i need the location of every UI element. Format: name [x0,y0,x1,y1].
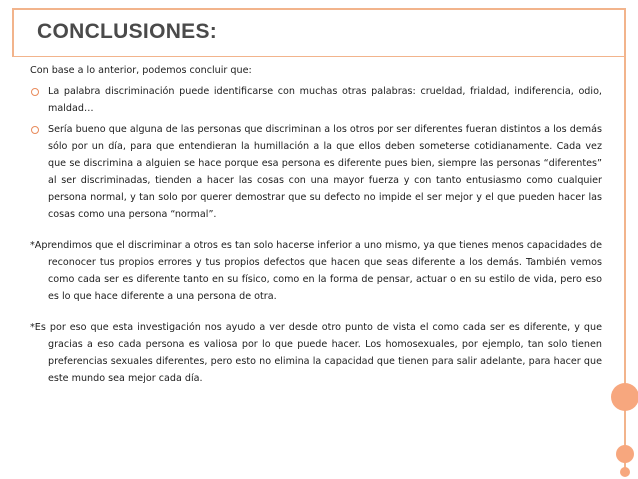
decorative-circle-medium [616,445,634,463]
bullet-item-2 [30,121,602,223]
bullet-text-1: La palabra discriminación puede identificarse con muchas otras palabras: crueldad, frialdad, indiferencia, odio, maldad… [48,86,602,114]
ring-bullet-icon [30,87,39,96]
ring-bullet-icon [30,125,39,134]
slide-title: CONCLUSIONES: [37,20,218,43]
paragraph-1: *Aprendimos que el discriminar a otros es tan solo hacerse inferior a uno mismo, ya que tienes menos capacidades de reconocer tus propios errores y tus propios defectos que hacen que seas diferente a los demás. También vemos como cada ser es diferente tanto en su físico, como en la forma de pensar, actuar o en su estilo de vida, pero eso es lo que hace diferente a una persona de otra. [30,240,602,302]
bullet-text-2: Sería bueno que alguna de las personas que discriminan a los otros por ser diferentes fueran distintos a los demás sólo por un día, para que entendieran la humillación a la que ellos deben someterse cotidianamente. Cada vez que se discrimina a alguien se hace porque esa persona es diferente pues bien, siempre las personas “diferentes” al ser discriminadas, tienden a hacer las cosas con una mayor fuerza y con tanto entusiasmo como cualquier persona normal, y tan solo por querer demostrar que su defecto no impide el ser mejor y el que pueden hacer las cosas como una persona “normal”. [48,124,602,220]
frame-top-border [12,8,626,10]
frame-left-border [12,8,14,57]
slide-content [30,62,602,387]
bullet-item-1 [30,83,602,117]
paragraph-2: *Es por eso que esta investigación nos ayudo a ver desde otro punto de vista el como cada ser es diferente, y que gracias a eso cada persona es valiosa por lo que puede hacer. Los homosexuales, por ejemplo, tan solo tienen preferencias sexuales diferentes, pero esto no elimina la capacidad que tienen para salir adelante, para hacer que este mundo sea mejor cada día. [30,322,602,384]
title-underline [12,56,626,57]
decorative-circle-large [611,383,638,411]
intro-text: Con base a lo anterior, podemos concluir que: [30,65,252,76]
decorative-circle-small [620,467,630,477]
